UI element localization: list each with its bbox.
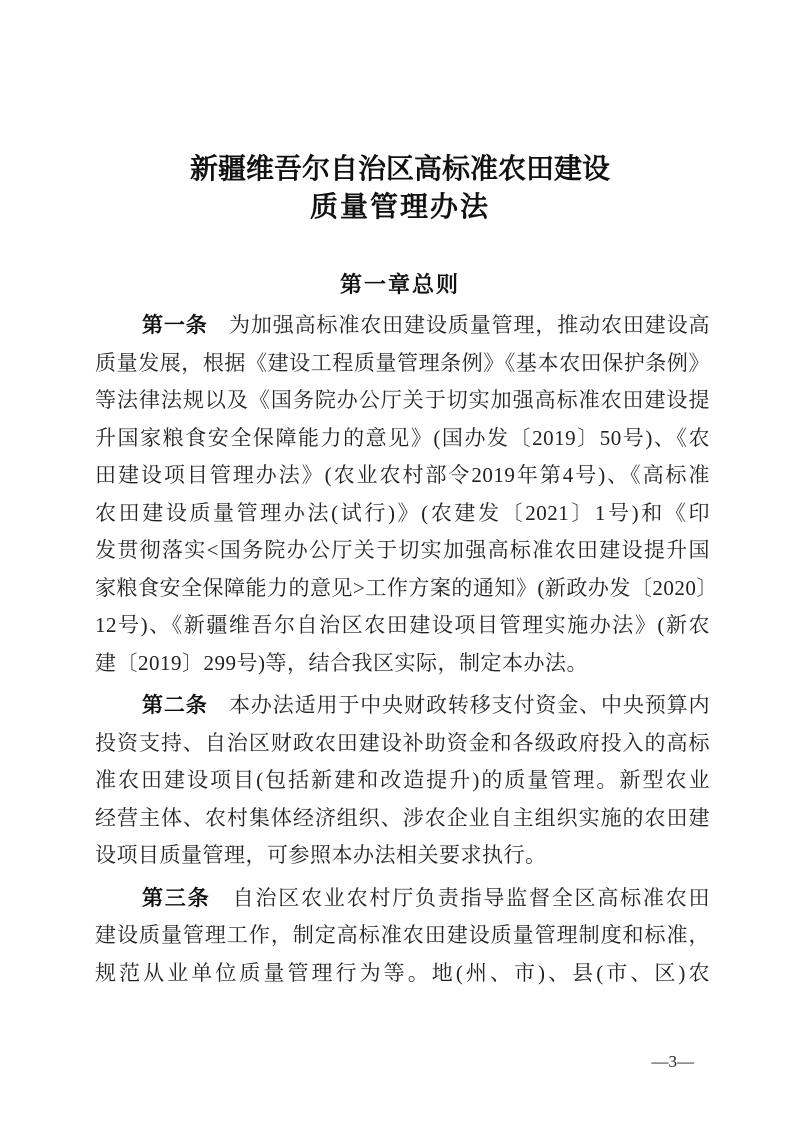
article-line: 质量发展，根据《建设工程质量管理条例》《基本农田保护条例》 [95,350,710,375]
article-line: 农田建设质量管理办法(试行)》(农建发〔2021〕1号)和《印 [95,500,710,525]
article-line: 设项目质量管理，可参照本办法相关要求执行。 [95,843,547,867]
article-line: 规范从业单位质量管理行为等。地(州、市)、县(市、区)农 [95,960,710,985]
article [95,880,710,993]
article-line: 准农田建设项目(包括新建和改造提升)的质量管理。新型农业 [95,768,710,792]
article-line: 经营主体、农村集体经济组织、涉农企业自主组织实施的农田建 [95,805,710,830]
document-title-line1: 新疆维吾尔自治区高标准农田建设 [189,153,610,184]
article-line: 升国家粮食安全保障能力的意见》(国办发〔2019〕50号)、《农 [95,425,710,450]
article-first-line: 第二条 本办法适用于中央财政转移支付资金、中央预算内 [142,693,710,717]
article-number-label: 第三条 [142,886,211,910]
article-first-line: 第一条 为加强高标准农田建设质量管理，推动农田建设高 [142,313,710,337]
article-number-label: 第一条 [142,314,208,337]
document-title [0,0,800,226]
article [95,307,718,682]
articles [95,307,718,992]
article-line: 田建设项目管理办法》(农业农村部令2019年第4号)、《高标准 [95,463,710,487]
article-line: 家粮食安全保障能力的意见>工作方案的通知》(新政办发〔2020〕 [95,575,718,600]
article-line: 等法律法规以及《国务院办公厅关于切实加强高标准农田建设提 [95,388,710,412]
article-line: 投资支持、自治区财政农田建设补助资金和各级政府投入的高标 [95,730,710,755]
article-line: 建〔2019〕299号)等，结合我区实际，制定本办法。 [95,650,588,675]
article [95,687,710,875]
article-number-label: 第二条 [142,694,208,717]
chapter-heading: 第一章总则 [339,272,460,297]
article-line: 发贯彻落实<国务院办公厅关于切实加强高标准农田建设提升国 [95,538,710,562]
article-first-line: 第三条 自治区农业农村厅负责指导监督全区高标准农田 [142,885,710,910]
document-title-line2: 质量管理办法 [309,191,490,222]
page-number: —3— [651,1052,694,1071]
article-line: 12号)、《新疆维吾尔自治区农田建设项目管理实施办法》(新农 [95,613,710,637]
article-line: 建设质量管理工作，制定高标准农田建设质量管理制度和标准， [95,923,710,947]
